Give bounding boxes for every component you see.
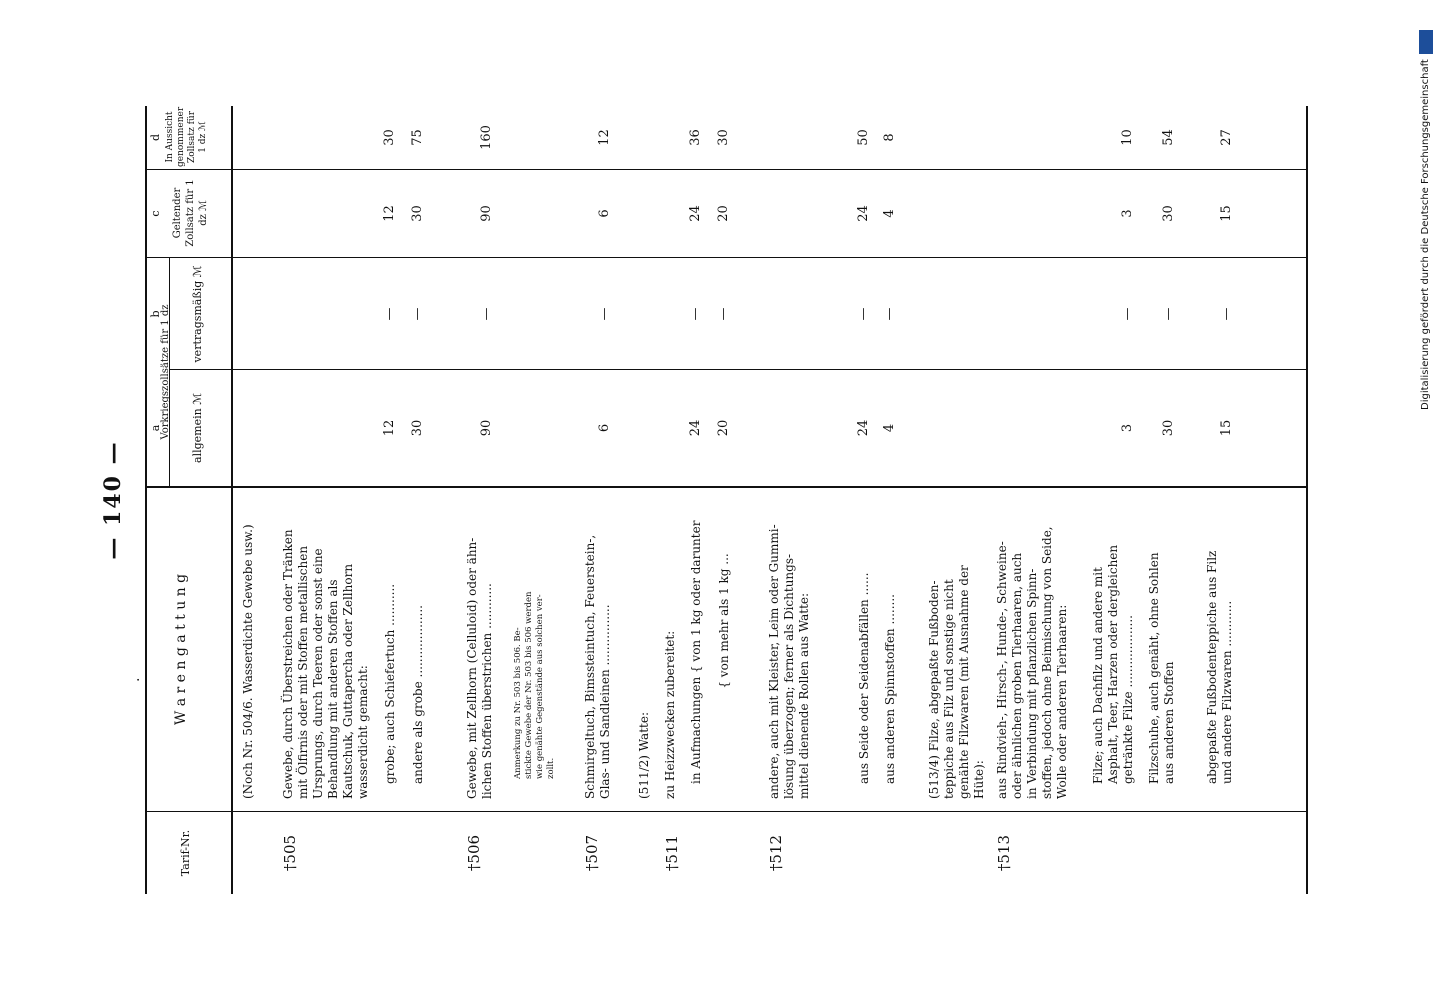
description-line: aus Seide oder Seidenabfällen ...... [857, 572, 871, 784]
rate-d: 8 [882, 133, 897, 142]
rate-b: — [882, 307, 897, 321]
ware-description [995, 526, 1070, 799]
description-line: getränkte Filze ................... [1121, 615, 1135, 784]
description-line: (513/4) Filze, abgepaßte Fußboden- [927, 580, 941, 799]
ware-description [241, 524, 256, 799]
header-allgemein: allgemein ℳ [191, 393, 204, 463]
page-dot: . [127, 677, 143, 682]
ware-description [465, 529, 495, 799]
rate-c: 3 [1120, 209, 1135, 218]
rate-b: — [382, 307, 397, 321]
rate-d: 27 [1219, 129, 1234, 146]
header-vorkrieg: Vorkriegszollsätze für 1 dz [160, 304, 171, 440]
rate-a: 20 [716, 419, 731, 437]
rate-a: 12 [382, 419, 397, 437]
tarif-number: †507 [583, 834, 601, 872]
description-line: Behandlung mit anderen Stoffen als [326, 579, 340, 799]
description-line: oder ähnlichen groben Tierhaaren, auch [1010, 552, 1024, 799]
ware-description [857, 514, 872, 784]
header-aussicht: In Aussicht genommener Zollsatz für 1 dz ℳ [165, 106, 208, 167]
ware-description [583, 529, 613, 799]
ware-description [767, 524, 812, 799]
rate-b: — [856, 307, 871, 321]
rate-d: 10 [1120, 129, 1135, 146]
header-bottom-rule [231, 106, 233, 894]
ware-description [1147, 514, 1177, 784]
tarif-number: †506 [465, 834, 483, 872]
rate-a: 24 [856, 419, 871, 437]
description-line: andere als grobe ................... [411, 605, 425, 784]
description-line: Gewebe, mit Zellhorn (Celluloid) oder ähn- [465, 537, 479, 799]
description-line: zollt. [546, 757, 556, 779]
rule-after-nr [145, 811, 1308, 812]
rule-after-ware [145, 486, 1308, 488]
description-line: mittel dienende Rollen aus Watte: [797, 592, 811, 799]
description-line: aus Rindvieh-, Hirsch-, Hunde-, Schweine- [995, 541, 1009, 799]
ware-description [411, 514, 426, 784]
description-line: wasserdicht gemacht: [356, 665, 370, 799]
rate-b: — [1120, 307, 1135, 321]
description-line: andere, auch mit Kleister, Leim oder Gummi- [767, 524, 781, 799]
description-line: (511/2) Watte: [637, 712, 651, 799]
rate-b: — [1219, 307, 1234, 321]
rule-after-a [169, 369, 1308, 370]
description-line: grobe; auch Schiefertuch ........... [383, 583, 397, 784]
rate-d: 12 [597, 129, 612, 146]
ware-description [1205, 514, 1235, 784]
header-d-letter: d [149, 133, 162, 142]
tarif-number: †505 [281, 834, 299, 872]
header-geltend: Geltender Zollsatz für 1 dz ℳ [172, 179, 209, 247]
rate-a: 30 [410, 419, 425, 437]
description-line: { von mehr als 1 kg ... [717, 553, 731, 784]
description-line: Glas- und Sandleinen ................ [598, 604, 612, 799]
ware-description [383, 514, 398, 784]
tarif-number: †513 [995, 834, 1013, 872]
description-line: teppiche aus Filz und sonstige nicht [942, 579, 956, 799]
description-line: und andere Filzwaren ............ [1220, 600, 1234, 784]
description-line: mit Ölfirnis oder mit Stoffen metallischen [296, 545, 310, 799]
description-line: in Verbindung mit pflanzlichen Spinn- [1025, 568, 1039, 799]
header-tarif: Tarif-Nr. [179, 829, 192, 877]
rate-d: 54 [1161, 129, 1176, 146]
header-c-letter: c [149, 210, 162, 217]
rate-a: 6 [597, 423, 612, 433]
rate-c: 24 [688, 205, 703, 222]
rate-c: 24 [856, 205, 871, 222]
funding-note: Digitalisierung gefördert durch die Deutsche Forschungsgemeinschaft [1420, 59, 1431, 410]
tarif-number: †511 [663, 834, 681, 872]
rate-c: 12 [382, 205, 397, 222]
description-line: Kautschuk, Guttapercha oder Zellhorn [341, 563, 355, 799]
page-number: — 140 — [100, 440, 126, 560]
description-line: stoffen, jedoch ohne Beimischung von Seide, [1040, 526, 1054, 799]
rate-a: 24 [688, 419, 703, 437]
rate-b: — [716, 307, 731, 321]
rate-d: 30 [716, 129, 731, 146]
table-bottom-rule [1306, 106, 1308, 894]
description-line: abgepaßte Fußbodenteppiche aus Filz [1205, 550, 1219, 784]
description-line: genähte Filzwaren (mit Ausnahme der [957, 565, 971, 799]
header-vertrag: vertragsmäßig ℳ [191, 265, 204, 363]
tarif-number: †512 [767, 834, 785, 872]
description-line: lichen Stoffen überstrichen ............ [480, 583, 494, 799]
ware-description [689, 514, 704, 784]
ware-description [1091, 514, 1136, 784]
ware-description [883, 514, 898, 784]
description-line: aus anderen Stoffen [1162, 661, 1176, 784]
description-line: lösung überzogen; ferner als Dichtungs- [782, 553, 796, 799]
rate-b: — [410, 307, 425, 321]
ware-description [663, 529, 678, 799]
header-ware: W a r e n g a t t u n g [173, 573, 189, 726]
header-b-letter: b [149, 310, 162, 318]
rate-a: 3 [1120, 423, 1135, 433]
description-line: Ursprungs, durch Teeren oder sonst eine [311, 548, 325, 799]
rate-d: 160 [479, 125, 494, 150]
ware-description [927, 529, 987, 799]
description-line: Hüte): [972, 760, 986, 799]
rate-b: — [597, 307, 612, 321]
rate-d: 50 [856, 129, 871, 146]
ware-description [513, 519, 557, 779]
rate-b: — [479, 307, 494, 321]
rate-d: 75 [410, 129, 425, 146]
ware-description [281, 529, 371, 799]
table-top-rule [145, 106, 147, 894]
description-line: in Aufmachungen { von 1 kg oder darunter [689, 520, 703, 784]
rate-c: 15 [1219, 205, 1234, 222]
description-line: Anmerkung zu Nr. 503 bis 506. Be- [513, 627, 523, 779]
description-line: Schmirgeltuch, Bimssteintuch, Feuerstein-, [583, 534, 597, 799]
rate-b: — [1161, 307, 1176, 321]
rate-c: 30 [1161, 205, 1176, 222]
rate-a: 15 [1219, 419, 1234, 437]
rate-a: 90 [479, 419, 494, 437]
rate-c: 20 [716, 205, 731, 222]
rate-b: — [688, 307, 703, 321]
header-a-letter: a [149, 424, 162, 432]
description-line: Wolle oder anderen Tierhaaren: [1055, 604, 1069, 799]
rate-c: 30 [410, 205, 425, 222]
rate-a: 30 [1161, 419, 1176, 437]
ware-description [717, 514, 732, 784]
rate-d: 36 [688, 129, 703, 146]
rate-c: 6 [597, 209, 612, 218]
tariff-table [145, 106, 1308, 894]
description-line: (Noch Nr. 504/6. Wasserdichte Gewebe usw.) [241, 524, 255, 799]
rate-a: 4 [882, 423, 897, 433]
ware-description [637, 529, 652, 799]
description-line: Filzschuhe, auch genäht, ohne Sohlen [1147, 552, 1161, 784]
rate-c: 4 [882, 209, 897, 218]
rate-c: 90 [479, 205, 494, 222]
funding-sidebar [1418, 20, 1434, 1000]
description-line: Gewebe, durch Überstreichen oder Tränken [281, 529, 295, 799]
rate-d: 30 [382, 129, 397, 146]
description-line: wie genähte Gegenstände aus solchen ver- [535, 594, 545, 779]
description-line: Filze; auch Dachfilz und andere mit [1091, 567, 1105, 784]
description-line: Asphalt, Teer, Harzen oder dergleichen [1106, 544, 1120, 784]
description-line: zu Heizzwecken zubereitet: [663, 630, 677, 799]
description-line: stickte Gewebe der Nr. 503 bis 506 werden [524, 591, 534, 779]
description-line: aus anderen Spinnstoffen ........ [883, 594, 897, 784]
